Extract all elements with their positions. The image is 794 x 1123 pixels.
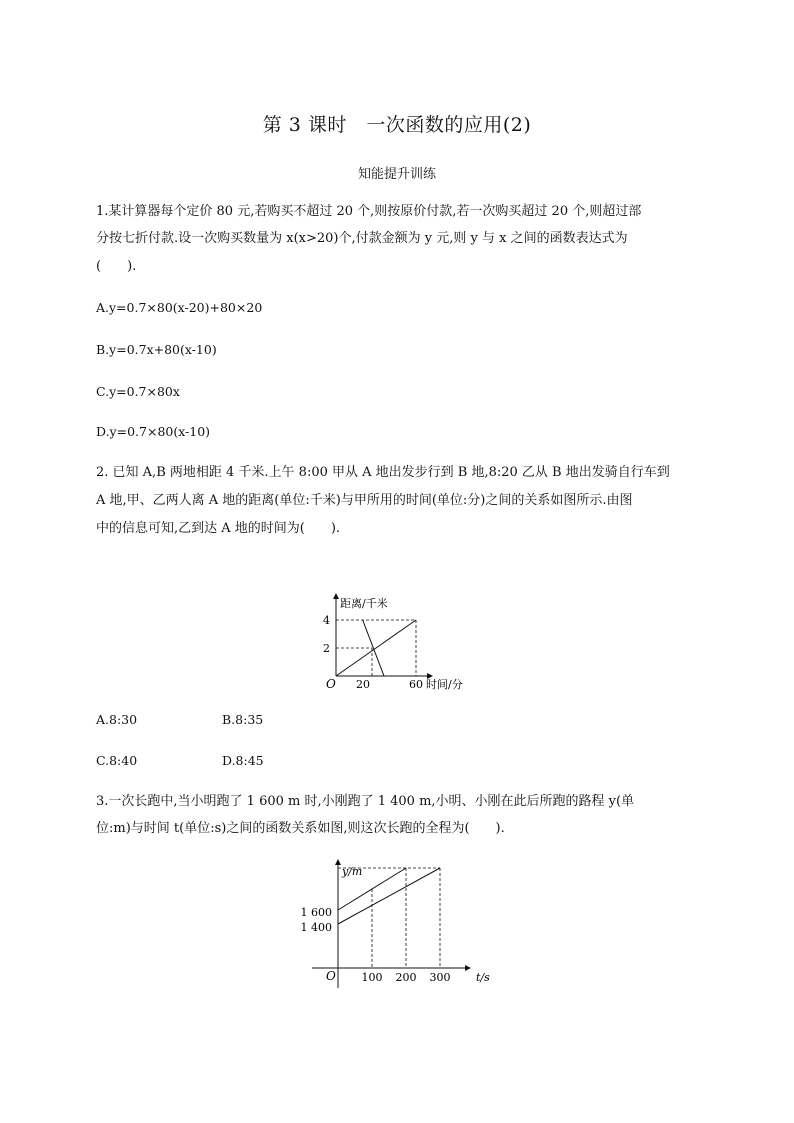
q1-option-c[interactable]: C.y=0.7×80x — [96, 384, 180, 399]
q3-ytick-1400: 1 400 — [300, 921, 332, 934]
q2-text-line-1: 2. 已知 A,B 两地相距 4 千米.上午 8:00 甲从 A 地出发步行到 B 地,8:20 乙从 B 地出发骑自行车到 — [96, 465, 670, 480]
section-subtitle: 知能提升训练 — [357, 167, 436, 182]
q2-ytick-4: 4 — [323, 614, 330, 627]
q3-distance-time-graph — [296, 858, 496, 988]
q1-option-d[interactable]: D.y=0.7×80(x-10) — [96, 424, 211, 439]
q2-xtick-20: 20 — [356, 678, 370, 691]
q3-ytick-1600: 1 600 — [300, 906, 332, 919]
q2-xtick-60: 60 — [409, 678, 423, 691]
q2-option-b[interactable]: B.8:35 — [222, 712, 264, 727]
q3-text-line-1: 3.一次长跑中,当小明跑了 1 600 m 时,小刚跑了 1 400 m,小明、小刚在此后所跑的路程 y(单 — [96, 794, 635, 809]
q1-option-a[interactable]: A.y=0.7×80(x-20)+80×20 — [96, 300, 263, 315]
q2-x-axis-label: 时间/分 — [426, 678, 463, 691]
q1-text-line-3: ( ). — [96, 259, 137, 274]
q2-distance-time-graph — [310, 590, 500, 694]
q3-xtick-200: 200 — [395, 971, 417, 984]
q3-x-axis-label: t/s — [476, 971, 490, 984]
q2-option-c[interactable]: C.8:40 — [96, 753, 138, 768]
q2-origin-label: O — [326, 677, 336, 691]
q1-text-line-2: 分按七折付款.设一次购买数量为 x(x>20)个,付款金额为 y 元,则 y 与 x 之间的函数表达式为 — [96, 231, 628, 246]
q1-text-line-1: 1.某计算器每个定价 80 元,若购买不超过 20 个,则按原价付款,若一次购买超过 20 个,则超过部 — [96, 204, 642, 219]
q2-text-line-3: 中的信息可知,乙到达 A 地的时间为( ). — [96, 521, 341, 536]
q3-y-axis-label: y/m — [342, 865, 363, 878]
q3-xtick-100: 100 — [361, 971, 383, 984]
q2-option-a[interactable]: A.8:30 — [96, 712, 138, 727]
q1-option-b[interactable]: B.y=0.7x+80(x-10) — [96, 342, 217, 357]
q3-xtick-300: 300 — [429, 971, 451, 984]
q2-ytick-2: 2 — [323, 642, 330, 655]
q2-y-axis-label: 距离/千米 — [340, 597, 388, 610]
q2-text-line-2: A 地,甲、乙两人离 A 地的距离(单位:千米)与甲所用的时间(单位:分)之间的关系如图所示.由图 — [96, 493, 633, 508]
q2-series-line-2 — [363, 620, 384, 676]
q2-option-d[interactable]: D.8:45 — [222, 753, 264, 768]
q3-origin-label: O — [326, 969, 336, 983]
page-title: 第 3 课时 一次函数的应用(2) — [262, 114, 532, 136]
q3-text-line-2: 位:m)与时间 t(单位:s)之间的函数关系如图,则这次长跑的全程为( ). — [96, 821, 505, 836]
